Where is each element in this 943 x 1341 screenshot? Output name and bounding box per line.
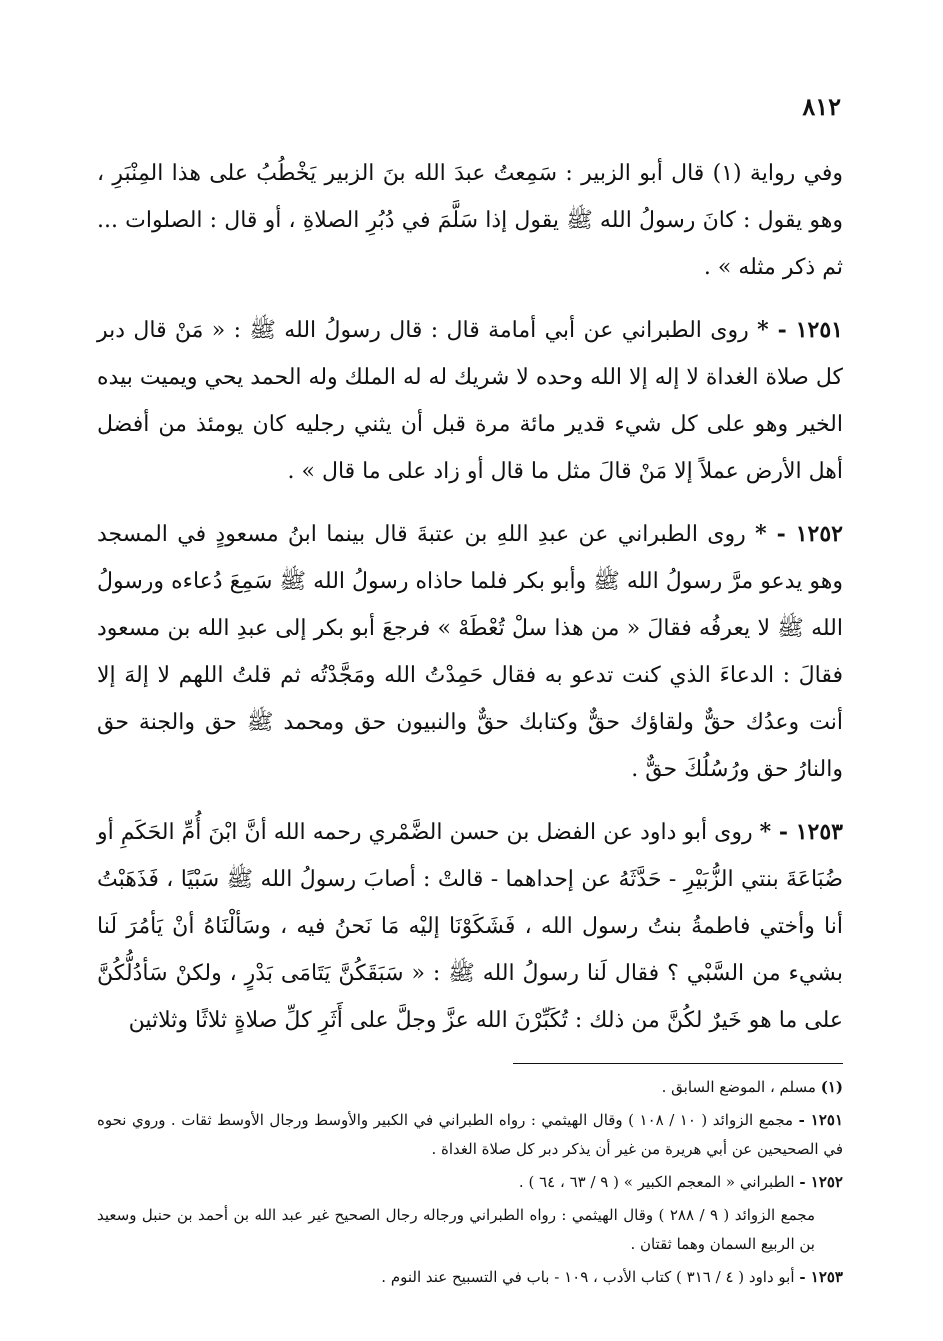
footnote-text: أبو داود ( ٤ / ٣١٦ ) كتاب الأدب ، ١٠٩ - باب في التسبيح عند النوم . — [381, 1268, 795, 1286]
footnote — [97, 1073, 843, 1102]
footnote-number: ١٢٥١ - — [798, 1111, 844, 1129]
footnote-number: ١٢٥٢ - — [799, 1173, 843, 1191]
paragraph — [97, 511, 843, 793]
footnote-text: مجمع الزوائد ( ١٠ / ١٠٨ ) وقال الهيثمي : رواه الطبراني في الكبير والأوسط ورجال الأوسط ثقات . وروي نحوه في الصحيحين عن أبي هريرة من غير أن يذكر دبر كل صلاة الغداة . — [97, 1111, 843, 1158]
hadith-number: ١٢٥١ - * — [757, 317, 843, 343]
paragraph — [97, 809, 843, 1044]
footnote — [97, 1201, 843, 1259]
paragraph — [97, 150, 843, 291]
footnote-number: (١) — [820, 1078, 843, 1096]
main-text — [97, 150, 843, 1060]
paragraph-text: روى الطبراني عن أبي أمامة قال : قال رسولُ الله ﷺ : « مَنْ قال دبر كل صلاة الغداة لا إله إلا الله وحده لا شريك له له الملك وله الحمد يحي ويميت بيده الخير وهو على كل شيء قدير مائة مرة قبل أن يثني رجليه كان يومئذ من أفضل أهل الأرض عملاً إلا مَنْ قالَ مثل ما قال أو زاد على ما قال » . — [97, 318, 843, 484]
footnote — [97, 1168, 843, 1197]
footnote-text: مسلم ، الموضع السابق . — [661, 1078, 816, 1096]
page-number: ٨١٢ — [802, 92, 841, 121]
footnote-number: ١٢٥٣ - — [799, 1268, 843, 1286]
footnote-text: مجمع الزوائد ( ٩ / ٢٨٨ ) وقال الهيثمي : رواه الطبراني ورجاله رجال الصحيح غير عبد الله بن أحمد بن حنبل وسعيد بن الربيع السمان وهما ثقتان . — [97, 1206, 815, 1253]
footnote-divider — [513, 1063, 843, 1064]
paragraph — [97, 307, 843, 495]
footnote-text: الطبراني « المعجم الكبير » ( ٩ / ٦٣ ، ٦٤ ) . — [518, 1173, 795, 1191]
hadith-number: ١٢٥٣ - * — [759, 819, 843, 845]
paragraph-text: روى أبو داود عن الفضل بن حسن الضَّمْري رحمه الله أنَّ ابْنَ أُمِّ الحَكَمِ أو ضُبَاعَةَ بنتي الزُّبَيْرِ - حَدَّثَهُ عن إحداهما - قالتْ : أصابَ رسولُ الله ﷺ سَبْيًا ، فَذَهَبْتُ أنا وأختي فاطمةُ بنتُ رسول الله ، فَشَكَوْنَا إليْه مَا نَحنُ فيه ، وسَألْنَاهُ أنْ يَأمُرَ لَنا بشيء من السَّبْي ؟ فقال لَنا رسولُ الله ﷺ : « سَبَقَكُنَّ يَتَامَى بَدْرٍ ، ولكنْ سَأدُلُّكُنَّ على ما هو خَيرٌ لكُنَّ من ذلك : تُكَبِّرْنَ الله عزَّ وجلَّ على أَثَرِ كلِّ صلاةٍ ثلاثًا وثلاثين — [97, 820, 843, 1033]
footnotes — [97, 1073, 843, 1296]
paragraph-text: وفي رواية (١) قال أبو الزبير : سَمِعتُ عبدَ الله بنَ الزبير يَخْطُبُ على هذا المِنْبَرِ ، وهو يقول : كانَ رسولُ الله ﷺ يقول إذا سَلَّمَ في دُبُرِ الصلاةِ ، أو قال : الصلوات ... ثم ذكر مثله » . — [97, 161, 843, 280]
paragraph-text: روى الطبراني عن عبدِ اللهِ بن عتبةَ قال بينما ابنُ مسعودٍ في المسجد وهو يدعو مرَّ رسولُ الله ﷺ وأبو بكر فلما حاذاه رسولُ الله ﷺ سَمِعَ دُعاءه ورسولُ الله ﷺ لا يعرفُه فقالَ « من هذا سلْ تُعْطَهْ » فرجعَ أبو بكر إلى عبدِ الله بن مسعود فقالَ : الدعاءَ الذي كنت تدعو به فقال حَمِدْتُ الله ومَجَّدْتُه ثم قلتُ اللهم لا إلهَ إلا أنت وعدُك حقٌّ ولقاؤك حقٌّ وكتابك حقٌّ والنبيون حق ومحمد ﷺ حق والجنة حق والنارُ حق ورُسُلُكَ حقٌّ . — [97, 522, 843, 782]
hadith-number: ١٢٥٢ - * — [755, 521, 843, 547]
footnote — [97, 1106, 843, 1164]
footnote — [97, 1263, 843, 1292]
